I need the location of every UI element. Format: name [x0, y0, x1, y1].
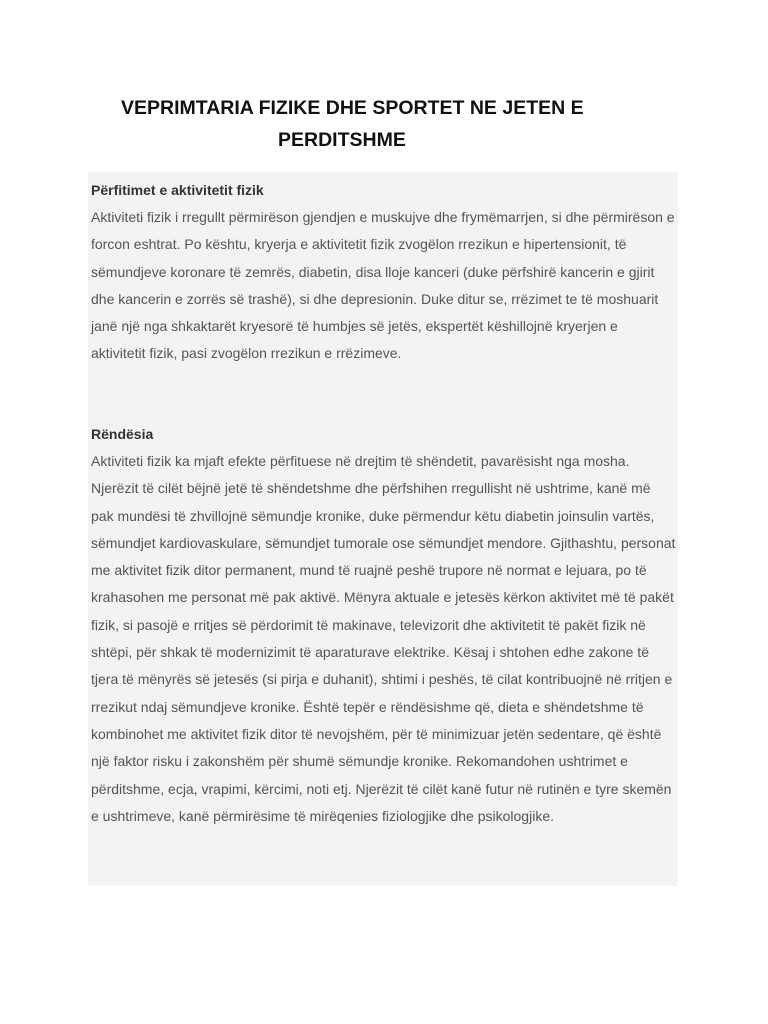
section-heading: Përfitimet e aktivitetit fizik — [91, 182, 264, 198]
section-benefits — [91, 180, 676, 368]
section-body: Aktiviteti fizik ka mjaft efekte përfituese në drejtim të shëndetit, pavarësisht nga mosha. Njerëzit të cilët bëjnë jetë të shëndetshme dhe përfshihen rregullisht në ushtrime, kanë më pak mundësi të zhvillojnë sëmundje kronike, duke përmendur këtu diabetin joinsulin vartës, sëmundjet kardiovaskulare, sëmundjet tumorale ose sëmundjet mendore. Gjithashtu, personat me aktivitet fizik ditor permanent, mund të ruajnë peshë trupore në normat e lejuara, po të krahasohen me personat më pak aktivë. Mënyra aktuale e jetesës kërkon aktivitet më të pakët fizik, si pasojë e rritjes së përdorimit të makinave, televizorit dhe aktivitetit të pakët fizik në shtëpi, për shkak të modernizimit të aparaturave elektrike. Kësaj i shtohen edhe zakone të tjera të mënyrës së jetesës (si pirja e duhanit), shtimi i peshës, të cilat kontribuojnë në rritjen e rrezikut ndaj sëmundjeve kronike. Është tepër e rëndësishme që, dieta e shëndetshme të kombinohet me aktivitet fizik ditor të nevojshëm, për të minimizuar jetën sedentare, që është një faktor risku i zakonshëm për shumë sëmundje kronike. Rekomandohen ushtrimet e përditshme, ecja, vrapimi, kërcimi, noti etj. Njerëzit të cilët kanë futur në rutinën e tyre skemën e ushtrimeve, kanë përmirësime të mirëqenies fiziologjike dhe psikologjike. — [91, 453, 676, 824]
title-line-2: PERDITSHME — [278, 129, 406, 151]
section-body: Aktiviteti fizik i rregullt përmirëson gjendjen e muskujve dhe frymëmarrjen, si dhe përmirëson e forcon eshtrat. Po kështu, kryerja e aktivitetit fizik zvogëlon rrezikun e hipertensionit, të sëmundjeve koronare të zemrës, diabetin, disa lloje kanceri (duke përfshirë kancerin e gjirit dhe kancerin e zorrës së trashë), si dhe depresionin. Duke ditur se, rrëzimet te të moshuarit janë një nga shkaktarët kryesorë të humbjes së jetës, ekspertët këshillojnë kryerjen e aktivitetit fizik, pasi zvogëlon rrezikun e rrëzimeve. — [91, 209, 675, 362]
section-importance — [91, 424, 676, 830]
section-heading: Rëndësia — [91, 426, 154, 442]
title-line-1: VEPRIMTARIA FIZIKE DHE SPORTET NE JETEN E — [121, 97, 584, 119]
